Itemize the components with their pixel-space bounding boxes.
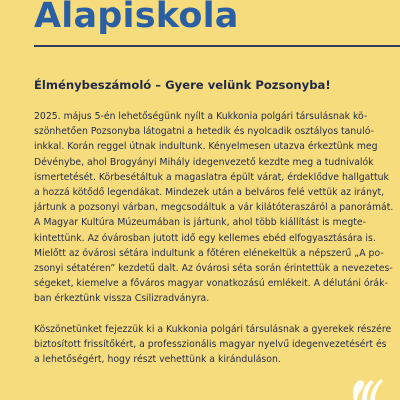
paragraph-line: ban érkeztünk vissza Csilizradványra. bbox=[34, 293, 210, 305]
article-paragraph-2 bbox=[34, 322, 392, 368]
article bbox=[34, 77, 394, 367]
paragraph-line: jártunk a pozsonyi várban, megcsodáltuk a vár kilátóteraszáról a panorámát. bbox=[34, 202, 394, 214]
paragraph-line: A Magyar Kultúra Múzeumában is jártunk, ahol több kiállítást is megte- bbox=[34, 217, 366, 229]
paragraph-line: Mielőtt az óvárosi sétára indultunk a főtéren elénekeltük a népszerű „A po- bbox=[34, 247, 384, 259]
paragraph-line: Köszönetünket fejezzük ki a Kukkonia polgári társulásnak a gyerekek részére bbox=[34, 323, 392, 335]
paragraph-line: szönhetően Pozsonyba látogatni a hetedik és nyolcadik osztályos tanuló- bbox=[34, 126, 374, 138]
page-header bbox=[0, 0, 400, 58]
paragraph-line: Dévénybe, ahol Brogyányi Mihály idegenvezető kezdte meg a tudnivalók bbox=[34, 156, 374, 168]
paragraph-line: a lehetőségért, hogy részt vehettünk a kiránduláson. bbox=[34, 354, 281, 366]
article-paragraph-1 bbox=[34, 109, 394, 307]
paragraph-line: biztosított frissítőkért, a professzionális magyar nyelvű idegenvezetésért és bbox=[34, 338, 387, 350]
paragraph-line: ismertetését. Körbesétáltuk a magaslatra épült várat, érdeklődve hallgattuk bbox=[34, 171, 389, 183]
paragraph-line: kintettünk. Az óvárosban jutott idő egy kellemes ebéd elfogyasztására is. bbox=[34, 232, 376, 244]
paragraph-line: zsonyi sétatéren” kezdetű dalt. Az óvárosi séta során érintettük a nevezetes- bbox=[34, 263, 393, 275]
paragraph-line: a hozzá kötődő legendákat. Mindezek után a belváros felé vettük az irányt, bbox=[34, 187, 385, 199]
paragraph-spacer bbox=[34, 307, 366, 322]
paragraph-line: ségeket, kiemelve a főváros magyar vonatkozású emlékeit. A délutáni órák- bbox=[34, 278, 388, 290]
page-title: Alapiskola bbox=[34, 0, 239, 36]
article-heading: Élménybeszámoló – Gyere velünk Pozsonyba! bbox=[34, 78, 331, 92]
white-ribbon-decoration-icon bbox=[340, 362, 400, 400]
paragraph-line: 2025. május 5-én lehetőségünk nyílt a Kukkonia polgári társulásnak kö- bbox=[34, 111, 368, 122]
header-divider bbox=[34, 45, 400, 47]
paragraph-line: inkkal. Korán reggel útnak indultunk. Kényelmesen utazva érkeztünk meg bbox=[34, 141, 378, 153]
